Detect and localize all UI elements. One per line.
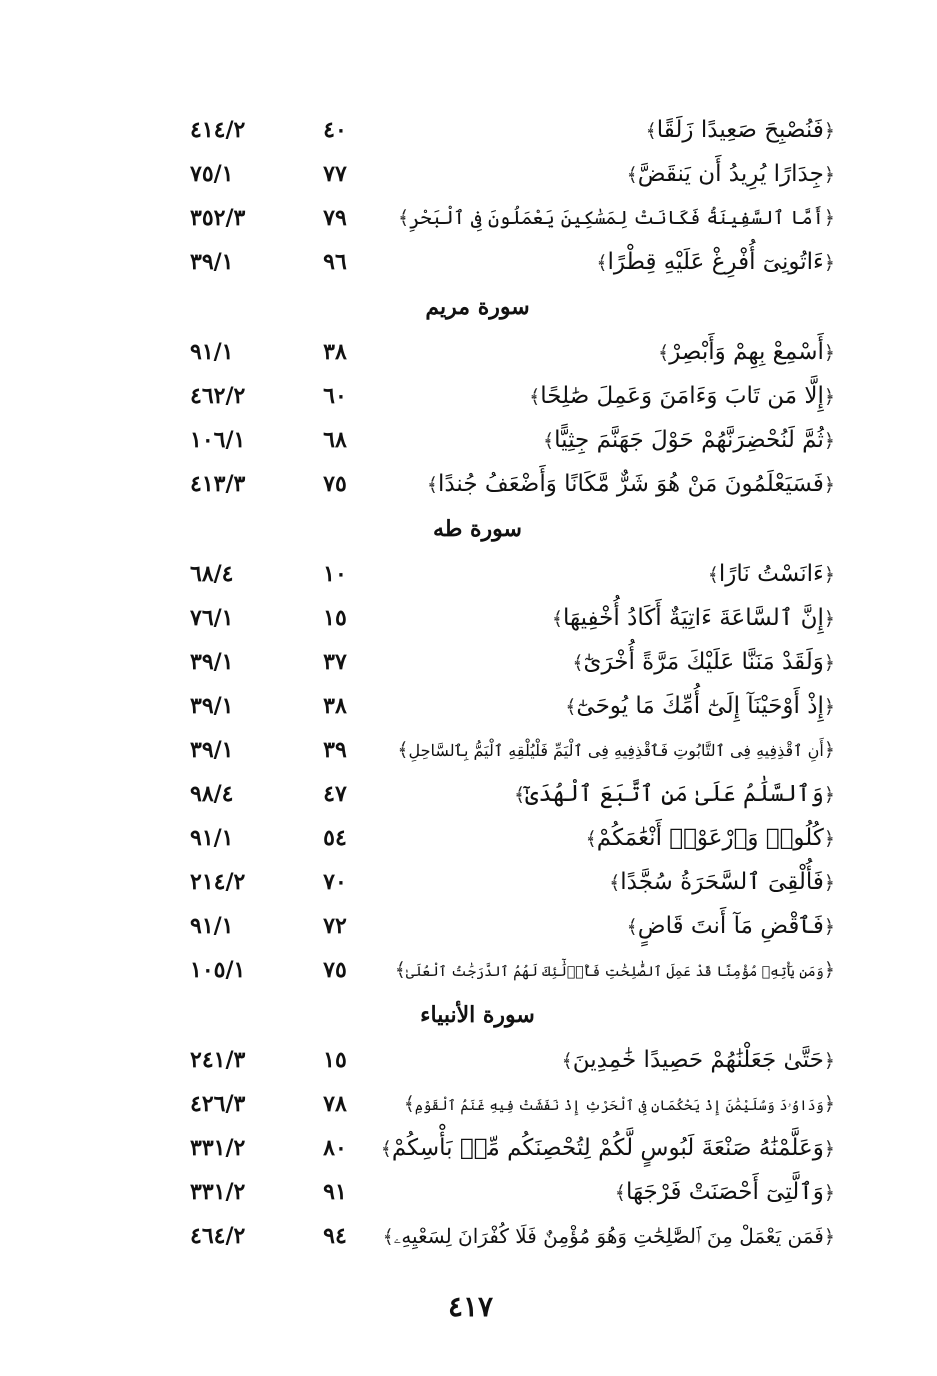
verse-text — [395, 948, 835, 994]
volume-page-reference: ٩١/١ — [190, 913, 234, 939]
volume-page-reference: ٤٢٦/٣ — [190, 1091, 246, 1117]
ornate-bracket-close: ﴾ — [585, 828, 597, 850]
ornate-bracket-close: ﴾ — [382, 1226, 394, 1248]
verse-number: ٧٥ — [323, 471, 347, 497]
verse-text — [383, 1214, 835, 1259]
ornate-bracket-close: ﴾ — [658, 342, 670, 364]
verse-text — [708, 552, 835, 597]
verse-text — [572, 640, 835, 685]
verse-text — [552, 596, 835, 641]
ornate-bracket-close: ﴾ — [529, 386, 541, 408]
index-row — [190, 240, 835, 284]
verse-text — [397, 728, 835, 773]
verse-words: أَمَّا ٱلسَّفِينَةُ فَكَانَتْ لِمَسَٰكِينَ يَعْمَلُونَ فِى ٱلْبَحْرِ — [409, 207, 824, 229]
verse-text — [627, 152, 835, 197]
ornate-bracket-open: ﴿ — [823, 916, 835, 938]
volume-page-reference: ٤٦٢/٢ — [190, 383, 246, 409]
verse-words: كُلُوا۟ وَٱرْعَوْا۟ أَنْعَٰمَكُمْ — [596, 825, 824, 851]
verse-number: ٧٠ — [323, 869, 347, 895]
verse-words: وَدَاوُۥدَ وَسُلَيْمَٰنَ إِذْ يَحْكُمَانِ فِى ٱلْحَرْثِ إِذْ نَفَشَتْ فِيهِ غَنَمُ ٱلْقَوْمِ — [414, 1098, 824, 1114]
ornate-bracket-open: ﴿ — [823, 207, 835, 229]
index-row — [190, 728, 835, 772]
verse-words: وَمَن يَأْتِهِۦ مُؤْمِنًا قَدْ عَمِلَ ٱلصَّٰلِحَٰتِ فَأُو۟لَٰٓئِكَ لَهُمُ ٱلدَّرَجَٰتُ ٱلْعُلَىٰ — [405, 964, 824, 980]
verse-text — [615, 1170, 835, 1215]
index-row — [190, 948, 835, 992]
verse-text — [381, 1126, 835, 1171]
ornate-bracket-open: ﴿ — [823, 652, 835, 674]
page-number — [0, 1290, 937, 1323]
volume-page-reference: ٣٣١/٢ — [190, 1179, 246, 1205]
verse-words: فَٱقْضِ مَآ أَنتَ قَاضٍ — [637, 913, 824, 939]
ornate-bracket-open: ﴿ — [823, 784, 835, 806]
ornate-bracket-open: ﴿ — [823, 959, 835, 981]
index-row — [190, 1126, 835, 1170]
verse-words: وَلَقَدْ مَنَنَّا عَلَيْكَ مَرَّةً أُخْرَىٰٓ — [583, 649, 824, 675]
verse-number: ٧٧ — [323, 161, 347, 187]
ornate-bracket-open: ﴿ — [823, 1182, 835, 1204]
ornate-bracket-close: ﴾ — [397, 207, 410, 229]
index-row — [190, 330, 835, 374]
ornate-bracket-open: ﴿ — [823, 564, 835, 586]
verse-number: ٧٢ — [323, 913, 347, 939]
verse-text — [543, 418, 835, 463]
verse-text — [427, 462, 835, 507]
ornate-bracket-close: ﴾ — [513, 784, 526, 806]
verse-number: ٥٤ — [323, 825, 347, 851]
verse-text — [398, 196, 835, 240]
verse-words: فَسَيَعْلَمُونَ مَنْ هُوَ شَرٌّ مَّكَانًا وَأَضْعَفُ جُندًا — [437, 471, 824, 497]
index-row — [190, 1170, 835, 1214]
verse-number: ٧٥ — [323, 957, 347, 983]
volume-page-reference: ١٠٦/١ — [190, 427, 246, 453]
index-row — [190, 596, 835, 640]
verse-words: فَأُلْقِىَ ٱلسَّحَرَةُ سُجَّدًا — [620, 869, 824, 895]
ornate-bracket-open: ﴿ — [823, 1226, 835, 1248]
volume-page-reference: ٤١٤/٢ — [190, 117, 246, 143]
index-row — [190, 772, 835, 816]
ornate-bracket-open: ﴿ — [823, 1050, 835, 1072]
verse-number: ٤٧ — [323, 781, 347, 807]
verse-number: ٦٠ — [323, 383, 347, 409]
verse-words: وَٱلَّتِىٓ أَحْصَنَتْ فَرْجَهَا — [625, 1179, 824, 1205]
ornate-bracket-close: ﴾ — [403, 1093, 415, 1115]
volume-page-reference: ٩١/١ — [190, 339, 234, 365]
verse-text — [586, 816, 835, 861]
index-row — [190, 462, 835, 506]
verse-words: ثُمَّ لَنُحْضِرَنَّهُمْ حَوْلَ جَهَنَّمَ جِثِيًّا — [554, 427, 824, 453]
verse-words: إِنَّ ٱلسَّاعَةَ ءَاتِيَةٌ أَكَادُ أُخْفِيهَا — [563, 605, 824, 631]
ornate-bracket-open: ﴿ — [823, 1138, 835, 1160]
verse-text — [529, 374, 835, 419]
verse-number: ٣٨ — [323, 693, 347, 719]
page-number-text: ٤١٧ — [447, 1290, 494, 1323]
ornate-bracket-close: ﴾ — [596, 252, 608, 274]
verse-number: ١٠ — [323, 561, 347, 587]
verse-words: فَنُصْبِحَ صَعِيدًا زَلَقًا — [656, 117, 824, 143]
surah-title: سورة مريم — [425, 294, 530, 320]
verse-text — [646, 108, 835, 153]
ornate-bracket-open: ﴿ — [823, 120, 835, 142]
verse-text — [596, 240, 835, 285]
verse-text — [658, 330, 835, 375]
verse-number: ٩٤ — [323, 1223, 347, 1249]
verse-words: وَعَلَّمْنَٰهُ صَنْعَةَ لَبُوسٍ لَّكُمْ لِتُحْصِنَكُم مِّنۢ بَأْسِكُمْ — [391, 1135, 824, 1161]
ornate-bracket-close: ﴾ — [426, 474, 438, 496]
verse-number: ٣٩ — [323, 737, 347, 763]
verse-number: ٧٨ — [323, 1091, 347, 1117]
volume-page-reference: ٣٩/١ — [190, 737, 234, 763]
verse-words: إِلَّا مَن تَابَ وَءَامَنَ وَعَمِلَ صَٰلِحًا — [540, 383, 824, 409]
surah-heading — [190, 992, 835, 1038]
volume-page-reference: ٧٥/١ — [190, 161, 234, 187]
verse-words: فَمَن يَعْمَلْ مِنَ ٱلصَّٰلِحَٰتِ وَهُوَ مُؤْمِنٌ فَلَا كُفْرَانَ لِسَعْيِهِۦ — [393, 1224, 824, 1248]
volume-page-reference: ٦٨/٤ — [190, 561, 234, 587]
verse-number: ٤٠ — [323, 117, 347, 143]
verse-number: ٦٨ — [323, 427, 347, 453]
volume-page-reference: ٤٦٤/٢ — [190, 1223, 246, 1249]
surah-title: سورة الأنبياء — [420, 1002, 535, 1028]
volume-page-reference: ٩١/١ — [190, 825, 234, 851]
ornate-bracket-open: ﴿ — [823, 342, 835, 364]
volume-page-reference: ٩٨/٤ — [190, 781, 234, 807]
index-row — [190, 374, 835, 418]
volume-page-reference: ٧٦/١ — [190, 605, 234, 631]
ornate-bracket-open: ﴿ — [823, 474, 835, 496]
ornate-bracket-close: ﴾ — [561, 1050, 573, 1072]
verse-words: ءَانَسْتُ نَارًا — [718, 561, 824, 587]
index-row — [190, 860, 835, 904]
index-row — [190, 552, 835, 596]
verse-words: إِذْ أَوْحَيْنَآ إِلَىٰٓ أُمِّكَ مَا يُوحَىٰٓ — [576, 693, 824, 719]
ornate-bracket-open: ﴿ — [823, 1093, 835, 1115]
verse-text — [562, 1038, 835, 1083]
volume-page-reference: ٣٩/١ — [190, 249, 234, 275]
verse-words: ءَاتُونِىٓ أُفْرِغْ عَلَيْهِ قِطْرًا — [607, 249, 824, 275]
verse-words: أَنِ ٱقْذِفِيهِ فِى ٱلتَّابُوتِ فَٱقْذِفِيهِ فِى ٱلْيَمِّ فَلْيُلْقِهِ ٱلْيَمُّ بِٱلسَّاحِلِ — [408, 741, 824, 760]
volume-page-reference: ٣٣١/٢ — [190, 1135, 246, 1161]
volume-page-reference: ٣٩/١ — [190, 693, 234, 719]
volume-page-reference: ١٠٥/١ — [190, 957, 246, 983]
index-row — [190, 1214, 835, 1258]
verse-text — [404, 1082, 835, 1128]
ornate-bracket-close: ﴾ — [707, 564, 719, 586]
verse-number: ٣٧ — [323, 649, 347, 675]
index-row — [190, 816, 835, 860]
verse-text — [514, 772, 835, 817]
ornate-bracket-close: ﴾ — [609, 872, 621, 894]
verse-text — [627, 904, 835, 949]
verse-number: ١٥ — [323, 1047, 347, 1073]
verse-text — [609, 860, 835, 905]
verse-text — [565, 684, 835, 729]
surah-title: سورة طه — [433, 516, 522, 542]
ornate-bracket-close: ﴾ — [380, 1138, 392, 1160]
verse-words: جِدَارًا يُرِيدُ أَن يَنقَضَّ — [637, 161, 824, 187]
verse-number: ٣٨ — [323, 339, 347, 365]
ornate-bracket-open: ﴿ — [823, 828, 835, 850]
index-row — [190, 418, 835, 462]
verse-number: ٩١ — [323, 1179, 347, 1205]
verse-words: وَٱلسَّلَٰمُ عَلَىٰ مَنِ ٱتَّبَعَ ٱلْهُدَىٰٓ — [525, 781, 824, 807]
ornate-bracket-close: ﴾ — [645, 120, 657, 142]
index-row — [190, 196, 835, 240]
volume-page-reference: ٢١٤/٢ — [190, 869, 246, 895]
ornate-bracket-open: ﴿ — [823, 430, 835, 452]
volume-page-reference: ٣٥٢/٣ — [190, 205, 246, 231]
index-row — [190, 1082, 835, 1126]
surah-heading — [190, 506, 835, 552]
ornate-bracket-close: ﴾ — [614, 1182, 626, 1204]
ornate-bracket-open: ﴿ — [823, 872, 835, 894]
verse-number: ٩٦ — [323, 249, 347, 275]
ornate-bracket-open: ﴿ — [823, 696, 835, 718]
verse-words: حَتَّىٰ جَعَلْنَٰهُمْ حَصِيدًا خَٰمِدِينَ — [572, 1047, 824, 1073]
verse-number: ٧٩ — [323, 205, 347, 231]
index-row — [190, 640, 835, 684]
surah-heading — [190, 284, 835, 330]
ornate-bracket-close: ﴾ — [626, 164, 638, 186]
index-row — [190, 904, 835, 948]
ornate-bracket-close: ﴾ — [572, 652, 584, 674]
ornate-bracket-close: ﴾ — [397, 739, 409, 761]
ornate-bracket-close: ﴾ — [394, 959, 406, 981]
ornate-bracket-open: ﴿ — [823, 386, 835, 408]
volume-page-reference: ٢٤١/٣ — [190, 1047, 246, 1073]
verse-index — [190, 108, 835, 1258]
volume-page-reference: ٤١٣/٣ — [190, 471, 246, 497]
ornate-bracket-open: ﴿ — [823, 252, 835, 274]
volume-page-reference: ٣٩/١ — [190, 649, 234, 675]
ornate-bracket-close: ﴾ — [551, 608, 563, 630]
index-row — [190, 684, 835, 728]
index-row — [190, 152, 835, 196]
ornate-bracket-open: ﴿ — [823, 739, 835, 761]
index-row — [190, 108, 835, 152]
index-row — [190, 1038, 835, 1082]
ornate-bracket-close: ﴾ — [565, 696, 577, 718]
ornate-bracket-close: ﴾ — [626, 916, 638, 938]
ornate-bracket-open: ﴿ — [823, 608, 835, 630]
verse-words: أَسْمِعْ بِهِمْ وَأَبْصِرْ — [669, 339, 824, 365]
verse-number: ١٥ — [323, 605, 347, 631]
ornate-bracket-close: ﴾ — [543, 430, 555, 452]
ornate-bracket-open: ﴿ — [823, 164, 835, 186]
verse-number: ٨٠ — [323, 1135, 347, 1161]
